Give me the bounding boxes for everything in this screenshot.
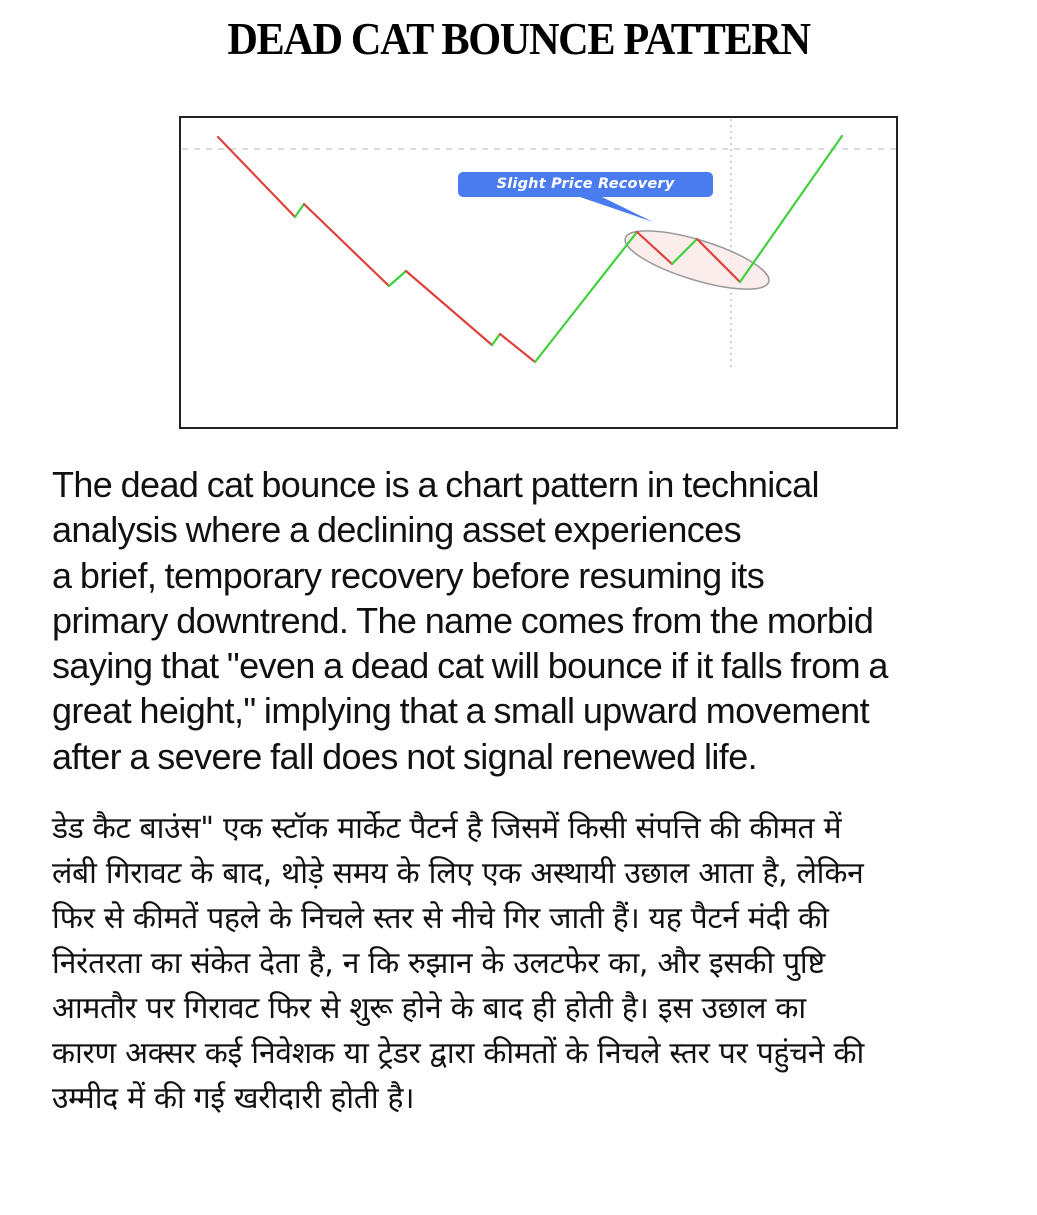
hindi-line: फिर से कीमतें पहले के निचले स्तर से नीचे गिर जाती हैं। यह पैटर्न मंदी की [52,901,829,936]
hindi-line: लंबी गिरावट के बाद, थोड़े समय के लिए एक अस्थायी उछाल आता है, लेकिन [52,856,864,891]
english-line: primary downtrend. The name comes from the morbid [52,599,874,641]
hindi-line: कारण अक्सर कई निवेशक या ट्रेडर द्वारा कीमतों के निचले स्तर पर पहुंचने की [52,1036,864,1071]
english-line: saying that "even a dead cat will bounce if it falls from a [52,645,888,687]
english-line: after a severe fall does not signal renewed life. [52,735,758,777]
hindi-line: आमतौर पर गिरावट फिर से शुरू होने के बाद ही होती है। इस उछाल का [52,991,806,1026]
chart-frame [179,116,898,429]
english-line: great height," implying that a small upward movement [52,690,869,732]
english-line: a brief, temporary recovery before resuming its [52,554,765,596]
hindi-line: उम्मीद में की गई खरीदारी होती है। [52,1081,415,1116]
slight-price-recovery-label: Slight Price Recovery [458,172,713,197]
english-description [52,462,1022,779]
hindi-line: डेड कैट बाउंस" एक स्टॉक मार्केट पैटर्न है जिसमें किसी संपत्ति की कीमत में [52,811,842,846]
english-line: analysis where a declining asset experiences [52,509,742,551]
hindi-description [52,806,1022,1121]
hindi-line: निरंतरता का संकेत देता है, न कि रुझान के उलटफेर का, और इसकी पुष्टि [52,946,825,981]
english-line: The dead cat bounce is a chart pattern in technical [52,464,819,505]
page-title: DEAD CAT BOUNCE PATTERN [227,13,810,64]
